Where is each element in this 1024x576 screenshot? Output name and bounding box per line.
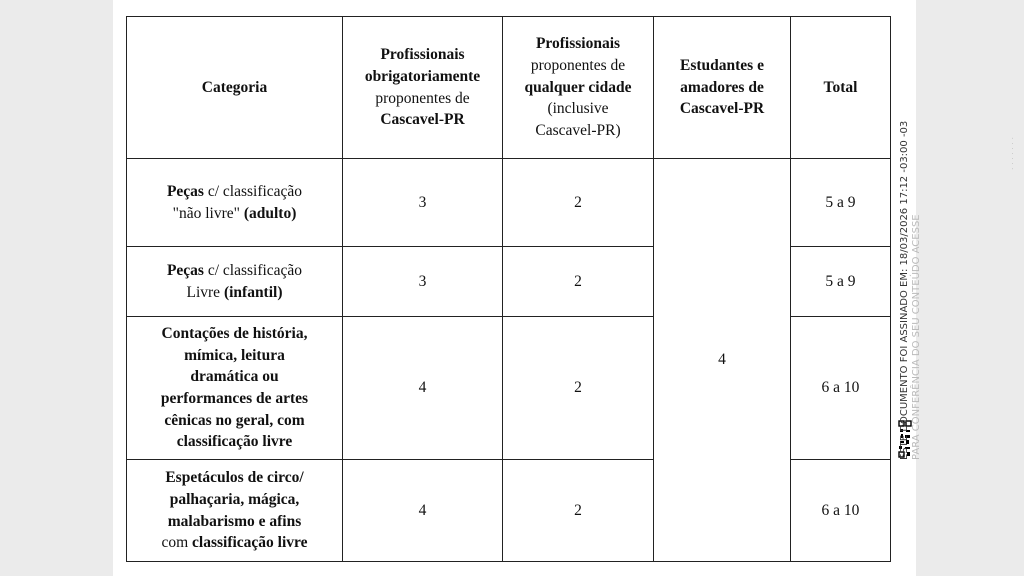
header-estudantes-amadores (654, 17, 791, 159)
header-profissionais-obrigatoriamente (343, 17, 503, 159)
category-text: performances de artes (160, 390, 309, 407)
total-cell: 5 a 9 (791, 159, 891, 247)
value-cell: 2 (503, 247, 654, 317)
category-text: c/ classificação (203, 182, 303, 200)
value-cell: 2 (503, 460, 654, 562)
header-categoria: Categoria (127, 17, 343, 159)
category-cell (127, 317, 343, 460)
category-text: cênicas no geral, com (164, 411, 305, 429)
value-cell: 2 (503, 159, 654, 247)
header-total: Total (791, 17, 891, 159)
estudantes-merged-cell: 4 (654, 159, 791, 562)
header-text: obrigatoriamente (364, 67, 481, 85)
category-text: mímica, leitura (184, 346, 285, 364)
category-text: classificação livre (176, 433, 293, 451)
category-text: palhaçaria, mágica, (169, 490, 300, 508)
category-text: com (161, 534, 193, 552)
header-text: amadores de (680, 78, 764, 96)
value-cell: 2 (503, 317, 654, 460)
category-text: Peças (166, 182, 204, 200)
category-text: "não livre" (172, 204, 244, 222)
header-text: Estudantes e (680, 56, 764, 74)
category-text: (adulto) (243, 204, 297, 222)
category-text: Livre (186, 283, 224, 301)
total-cell: 6 a 10 (791, 317, 891, 460)
header-text: Cascavel-PR) (535, 122, 621, 140)
value-cell: 3 (343, 159, 503, 247)
stamp-text-secondary: PARA CONFERÊNCIA DO SEU CONTEÚDO ACESSE (911, 214, 922, 460)
header-text: Cascavel-PR (380, 111, 465, 129)
header-text: Profissionais (535, 35, 621, 53)
header-text: proponentes de (530, 56, 626, 74)
total-cell: 6 a 10 (791, 460, 891, 562)
category-text: c/ classificação (203, 261, 303, 279)
category-text: dramática ou (190, 368, 279, 386)
header-text: Profissionais (380, 46, 465, 64)
category-cell (127, 159, 343, 247)
category-text: (infantil) (223, 283, 283, 301)
category-cell (127, 247, 343, 317)
value-cell: 4 (343, 317, 503, 460)
header-text: Cascavel-PR (679, 100, 765, 118)
category-text: Contações de história, (161, 324, 308, 342)
header-text: (inclusive (547, 100, 609, 118)
category-text: classificação livre (192, 534, 308, 552)
signature-stamp (899, 80, 921, 460)
category-text: malabarismo e afins (167, 512, 302, 530)
value-cell: 3 (343, 247, 503, 317)
header-row (127, 17, 891, 159)
stamp-text: ESTE DOCUMENTO FOI ASSINADO EM: 18/03/2026 17:12 -03:00 -03 (899, 120, 910, 460)
edge-watermark: . . . . . . . (1006, 136, 1015, 170)
categories-table (126, 16, 891, 562)
header-text: qualquer cidade (524, 78, 632, 96)
category-text: Peças (166, 261, 204, 279)
category-text: Espetáculos de circo/ (165, 469, 304, 487)
document-page (113, 0, 916, 576)
value-cell: 4 (343, 460, 503, 562)
table-row (127, 159, 891, 247)
header-profissionais-qualquer-cidade (503, 17, 654, 159)
total-cell: 5 a 9 (791, 247, 891, 317)
header-text: proponentes de (375, 89, 470, 107)
category-cell (127, 460, 343, 562)
